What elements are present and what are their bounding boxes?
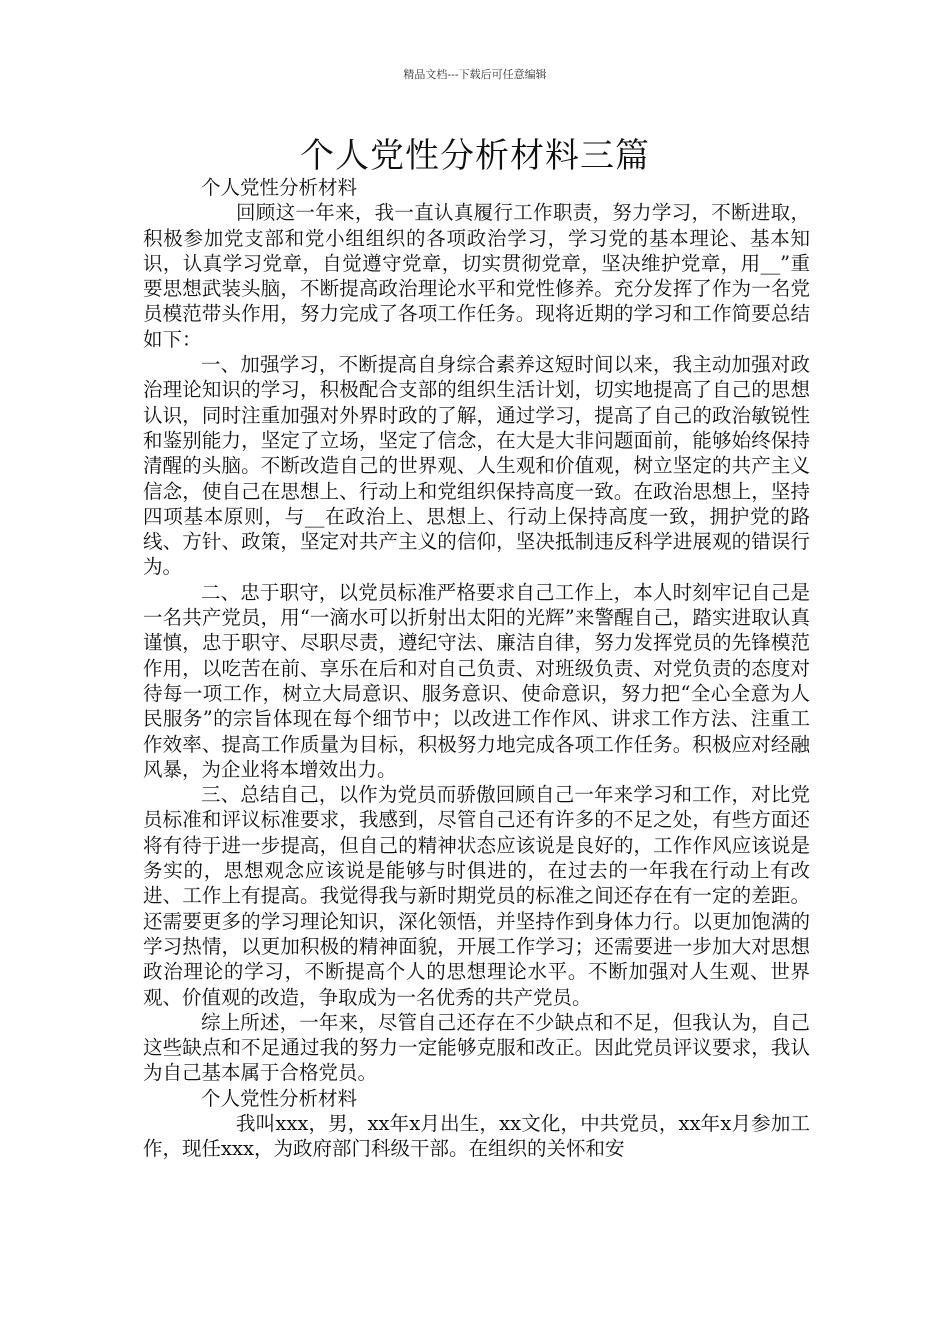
paragraph: 一、加强学习，不断提高自身综合素养这短时间以来，我主动加强对政治理论知识的学习，积极配合支部的组织生活计划，切实地提高了自己的思想认识，同时注重加强对外界时政的了解，通过学习，提高了自己的政治敏锐性和鉴别能力，坚定了立场，坚定了信念，在大是大非问题面前，能够始终保持清醒的头脑。不断改造自己的世界观、人生观和价值观，树立坚定的共产主义信念，使自己在思想上、行动上和党组织保持高度一致。在政治思想上，坚持四项基本原则，与__在政治上、思想上、行动上保持高度一致，拥护党的路线、方针、政策，坚定对共产主义的信仰，坚决抵制违反科学进展观的错误行为。 [143,353,810,579]
document-title: 个人党性分析材料三篇 [300,136,650,176]
section-subtitle: 个人党性分析材料 [201,176,358,199]
paragraph: 综上所述，一年来，尽管自己还存在不少缺点和不足，但我认为，自己这些缺点和不足通过我的努力一定能够克服和改正。因此党员评议要求，我认为自己基本属于合格党员。 [143,1010,810,1085]
paragraph: 回顾这一年来，我一直认真履行工作职责，努力学习，不断进取，积极参加党支部和党小组组织的各项政治学习，学习党的基本理论、基本知识，认真学习党章，自觉遵守党章，切实贯彻党章，坚决维护党章，用__”重要思想武装头脑，不断提高政治理论水平和党性修养。充分发挥了作为一名党员模范带头作用，努力完成了各项工作任务。现将近期的学习和工作简要总结如下： [143,201,810,351]
section-subtitle: 个人党性分析材料 [201,1086,358,1110]
paragraph: 我叫xxx，男，xx年x月出生，xx文化，中共党员，xx年x月参加工作，现任xxx，为政府部门科级干部。在组织的关怀和安 [143,1111,810,1161]
paragraph: 二、忠于职守，以党员标准严格要求自己工作上，本人时刻牢记自己是一名共产党员，用“一滴水可以折射出太阳的光辉”来警醒自己，踏实进取认真谨慎，忠于职守、尽职尽责，遵纪守法、廉洁自律，努力发挥党员的先锋模范作用，以吃苦在前、享乐在后和对自己负责、对班级负责、对党负责的态度对待每一项工作，树立大局意识、服务意识、使命意识，努力把“全心全意为人民服务”的宗旨体现在每个细节中；以改进工作作风、讲求工作方法、注重工作效率、提高工作质量为目标，积极努力地完成各项工作任务。积极应对经融风暴，为企业将本增效出力。 [143,580,810,781]
document-body [143,175,810,1162]
paragraph: 三、总结自己，以作为党员而骄傲回顾自己一年来学习和工作，对比党员标准和评议标准要求，我感到，尽管自己还有许多的不足之处，有些方面还将有待于进一步提高，但自己的精神状态应该说是良好的，工作作风应该说是务实的，思想观念应该说是能够与时俱进的，在过去的一年我在行动上有改进、工作上有提高。我觉得我与新时期党员的标准之间还存在有一定的差距。还需要更多的学习理论知识，深化领悟，并坚持作到身体力行。以更加饱满的学习热情，以更加积极的精神面貌，开展工作学习；还需要进一步加大对思想政治理论的学习，不断提高个人的思想理论水平。不断加强对人生观、世界观、价值观的改造，争取成为一名优秀的共产党员。 [143,783,810,1009]
page-header: 精品文档---下载后可任意编辑 [403,68,547,81]
